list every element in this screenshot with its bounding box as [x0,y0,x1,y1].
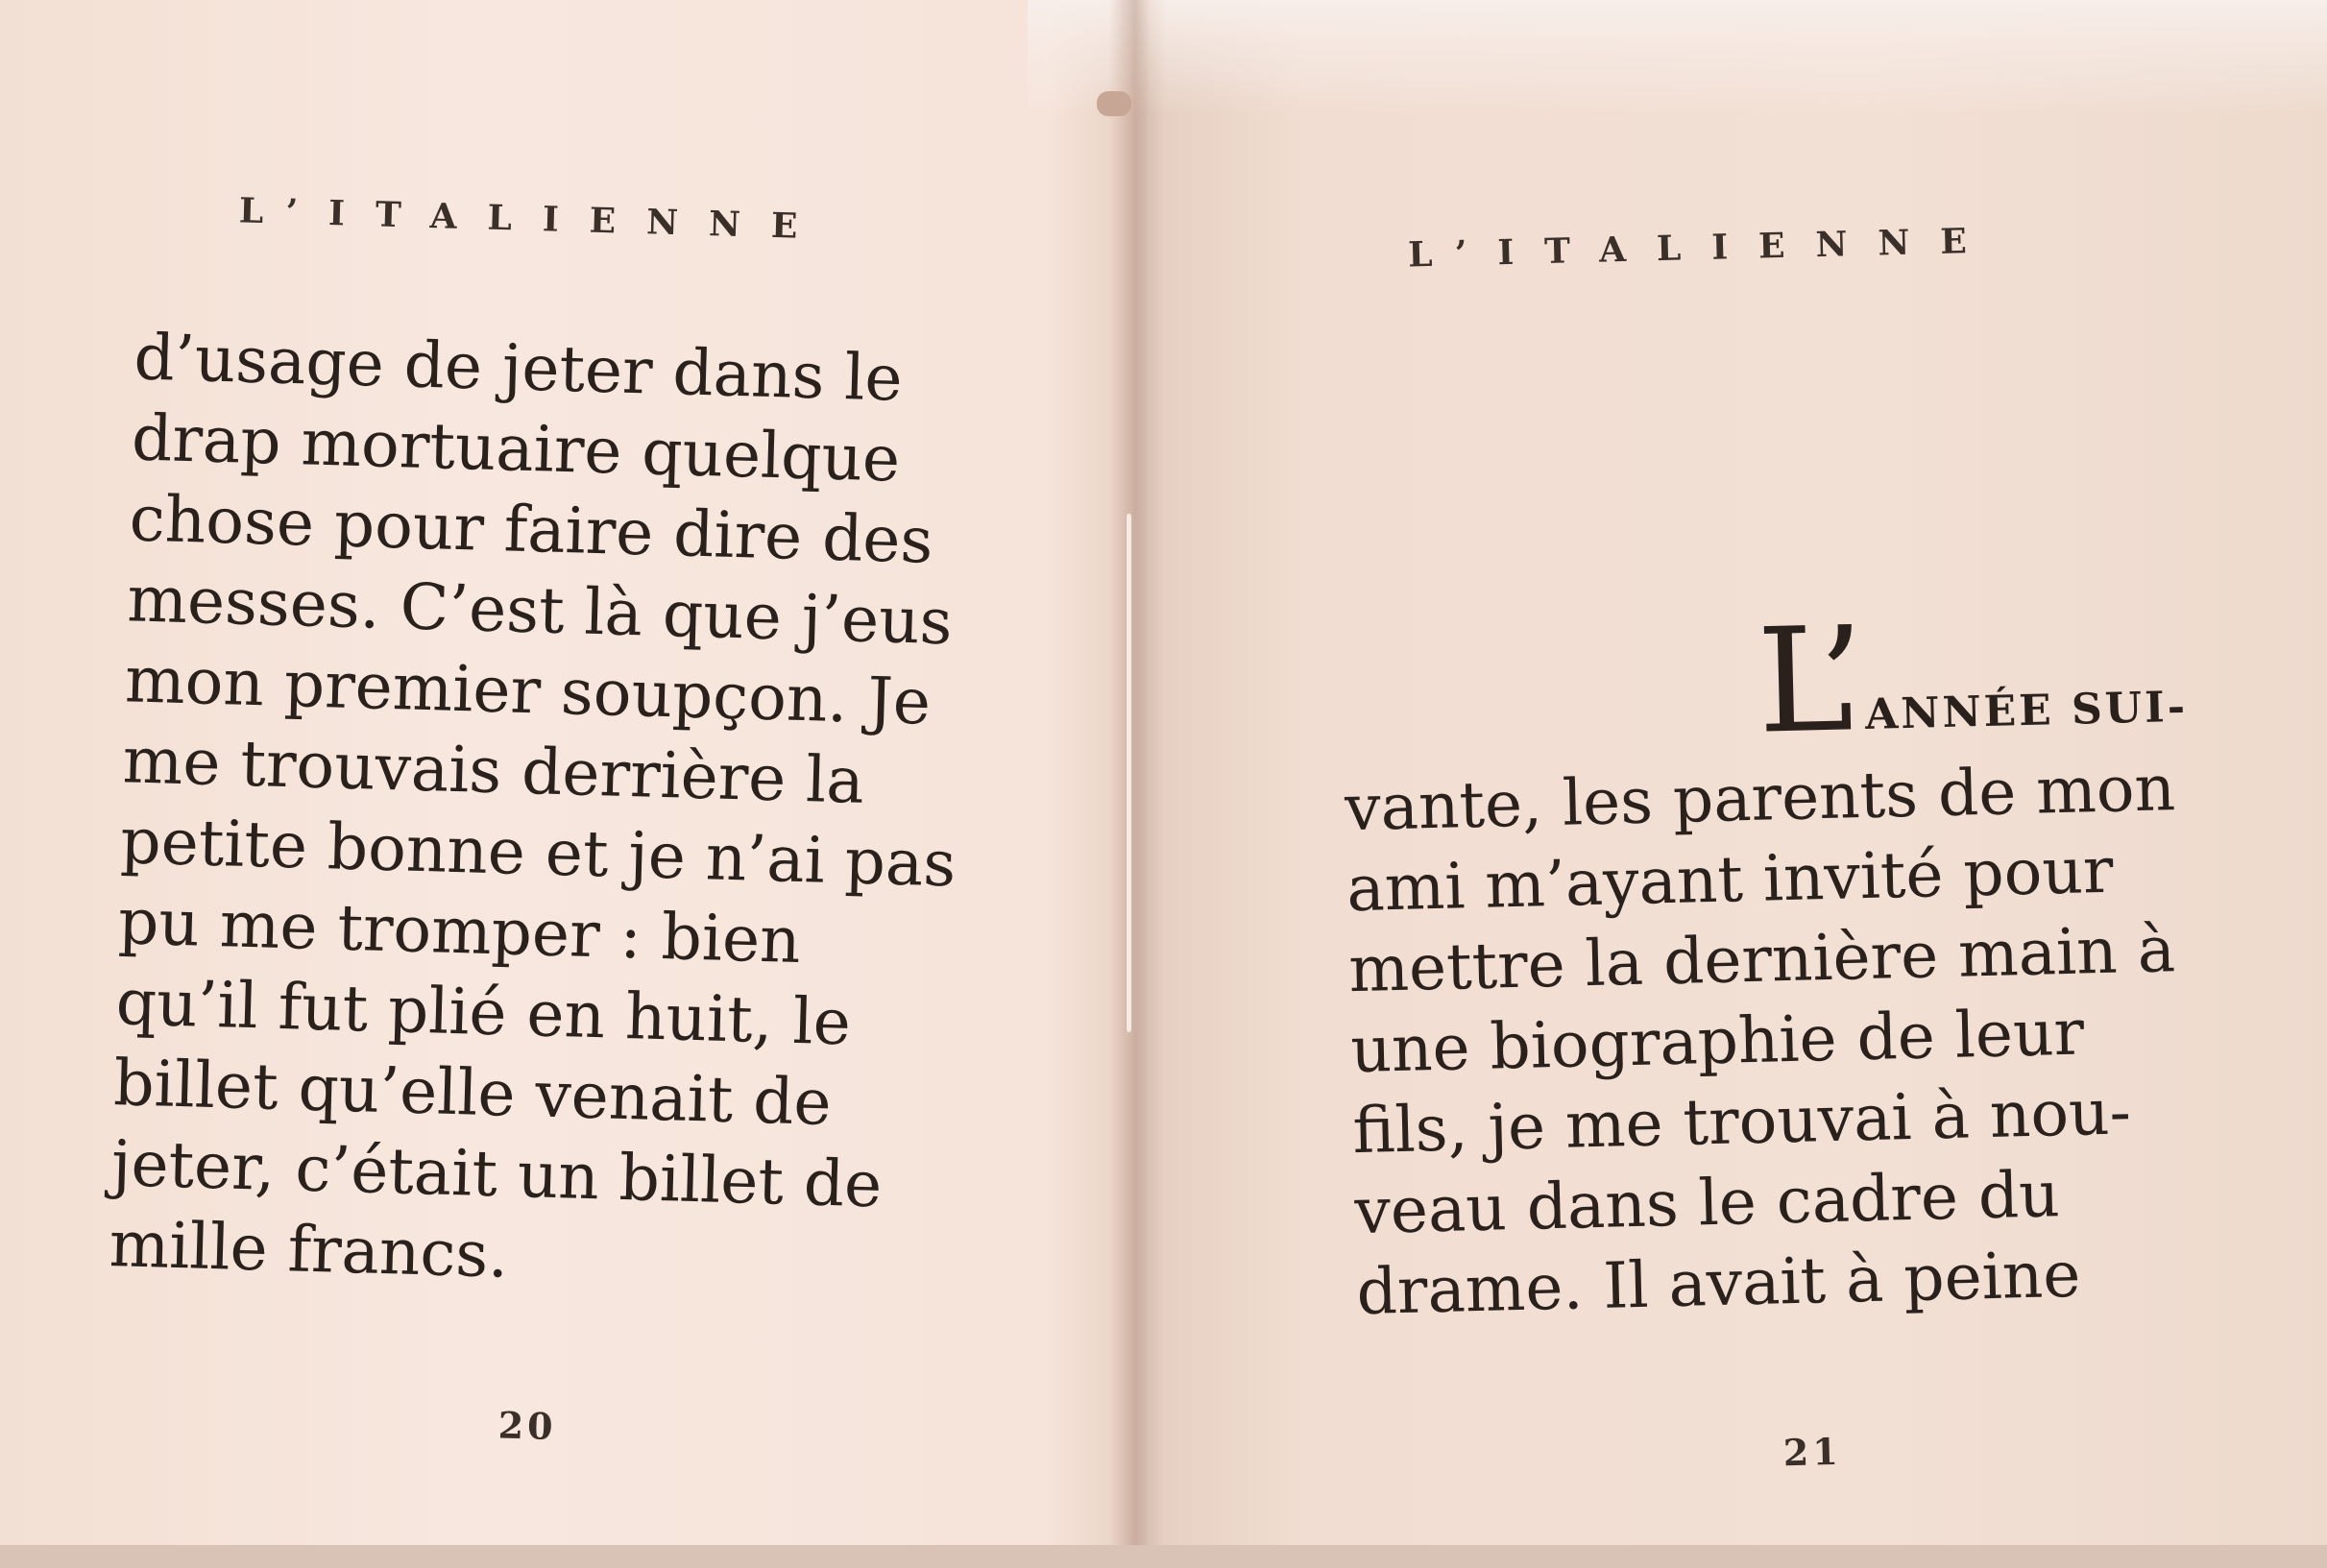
text-line: veau dans le cadre du [1353,1157,2061,1249]
chapter-opening [1341,596,2202,1333]
text-line: une biographie de leur [1349,995,2085,1088]
text-line: vante, les parents de mon [1344,751,2176,846]
binding-knot [1097,91,1131,116]
text-line: petite bonne et je n’ai pas [119,804,957,902]
opening-first-line [1341,596,2189,768]
binding-thread [1126,514,1132,1032]
left-body-text [108,317,957,1307]
text-line: jeter, c’était un billet de [110,1126,884,1222]
left-page-number: 20 [497,1403,558,1449]
text-line: drame. Il avait à peine [1355,1237,2082,1330]
text-line: fils, je me trouvai à nou- [1351,1074,2132,1169]
left-page [82,0,970,1568]
text-line: mettre la dernière main à [1347,912,2176,1007]
book-gutter [1109,0,1167,1545]
left-running-head: L’ITALIENNE [238,190,829,248]
text-line: chose pour faire dire des [128,481,934,578]
text-line: mon premier soupçon. Je [124,642,932,739]
small-caps-lead: ANNÉE SUI- [1864,682,2189,739]
text-line: d’usage de jeter dans le [133,320,904,416]
text-line: billet qu’elle venait de [112,1046,833,1140]
text-line: pu me tromper : bien [117,884,802,978]
text-line: qu’il fut plié en huit, le [114,965,852,1060]
text-line: me trouvais derrière la [121,723,865,818]
text-line: drap mortuaire quelque [131,400,902,496]
right-page [1325,0,2208,1565]
right-running-head: L’ITALIENNE [1407,220,1999,276]
right-page-number: 21 [1782,1429,1843,1475]
text-line: ami m’ayant invité pour [1345,832,2115,927]
drop-cap: L’ [1755,596,1867,766]
text-line: mille francs. [108,1207,510,1292]
text-line: messes. C’est là que j’eus [126,562,954,660]
